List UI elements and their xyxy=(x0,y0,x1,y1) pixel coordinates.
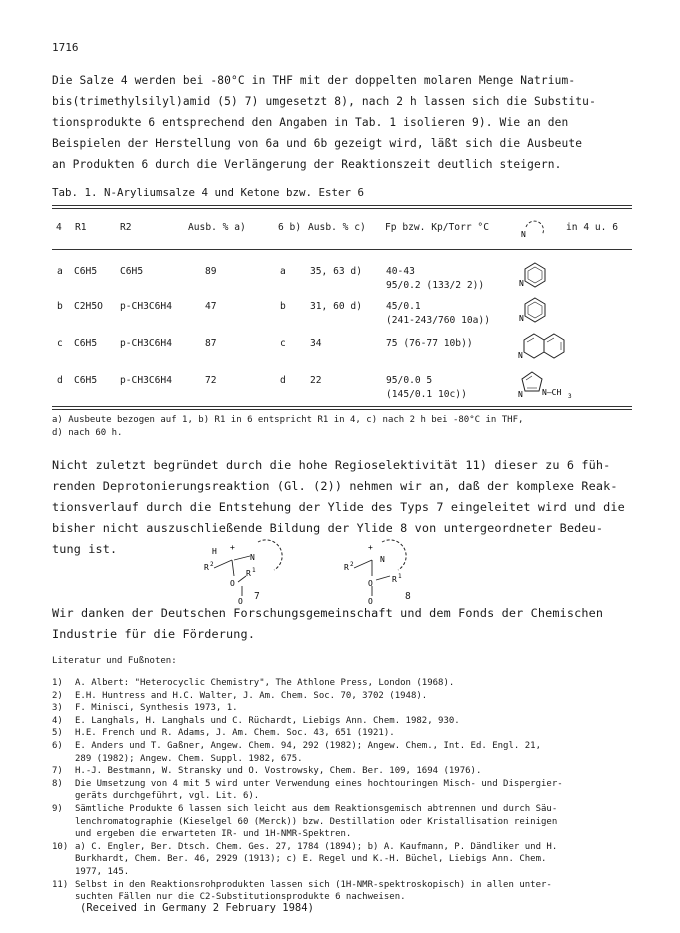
row-d-r2: p-CH3C6H4 xyxy=(120,375,172,386)
paragraph-1 xyxy=(52,70,632,175)
svg-text:N: N xyxy=(250,553,255,562)
text-line: tionsverlauf durch die Entstehung der Ylide des Typs 7 eingeleitet wird und die xyxy=(52,500,625,514)
svg-text:+: + xyxy=(368,543,373,552)
literature-item-text: A. Albert: "Heterocyclic Chemistry", The Athlone Press, London (1968). xyxy=(75,678,455,688)
table-footnote-1: a) Ausbeute bezogen auf 1, b) R1 in 6 entspricht R1 in 4, c) nach 2 h bei -80°C in THF, xyxy=(52,415,524,425)
literature-item-number: 3) xyxy=(52,703,63,714)
table-footnote-2: d) nach 60 h. xyxy=(52,428,123,438)
literature-item-text: E. Langhals, H. Langhals und C. Rüchardt, Liebigs Ann. Chem. 1982, 930. xyxy=(75,715,460,726)
svg-text:R: R xyxy=(246,569,251,578)
literature-heading: Literatur und Fußnoten: xyxy=(52,656,177,666)
table-rule-top-2 xyxy=(52,208,632,209)
row-c-r2: p-CH3C6H4 xyxy=(120,338,172,349)
literature-item-number: 1) xyxy=(52,678,63,688)
row-a-fp2: 95/0.2 (133/2 2)) xyxy=(386,280,485,291)
row-c-id6: c xyxy=(280,338,286,349)
literature-item-text: geräts durchgeführt, vgl. Lit. 6). xyxy=(75,791,260,802)
svg-text:3: 3 xyxy=(568,393,572,400)
header-compound-4: 4 xyxy=(56,222,62,233)
svg-text:N: N xyxy=(518,351,523,360)
literature-item-text: Sämtliche Produkte 6 lassen sich leicht aus dem Reaktionsgemisch abtrennen und durch Säu- xyxy=(75,804,558,814)
header-compound-6: 6 b) xyxy=(278,222,302,233)
pyridine-ring-icon xyxy=(519,260,552,294)
svg-text:N: N xyxy=(519,314,524,323)
table-caption: Tab. 1. N-Aryliumsalze 4 und Ketone bzw. Ester 6 xyxy=(52,186,365,199)
literature-item-number: 10) xyxy=(52,841,69,852)
row-b-fp2: (241-243/760 10a)) xyxy=(386,315,490,326)
svg-text:+: + xyxy=(230,543,235,552)
quinoline-ring-icon xyxy=(518,330,572,364)
row-d-id6: d xyxy=(280,375,286,386)
svg-text:R: R xyxy=(392,575,397,584)
literature-item-number: 6) xyxy=(52,741,63,751)
svg-text:N—CH: N—CH xyxy=(542,388,562,397)
row-c-id: c xyxy=(57,338,63,349)
header-yield-6: Ausb. % c) xyxy=(308,222,366,233)
row-b-id: b xyxy=(57,301,63,312)
svg-text:1: 1 xyxy=(398,573,402,580)
literature-item-text: E.H. Huntress and H.C. Walter, J. Am. Chem. Soc. 70, 3702 (1948). xyxy=(75,690,428,701)
literature-item-text: Burkhardt, Chem. Ber. 46, 2929 (1913); c) E. Regel und K.-H. Büchel, Liebigs Ann. Chem. xyxy=(75,854,547,865)
row-c-yield6: 34 xyxy=(310,338,322,349)
row-c-yield4: 87 xyxy=(205,338,217,349)
literature-item-text: lenchromatographie (Kieselgel 60 (Merck)) bzw. Destillation oder Kristallisation reinigen xyxy=(75,816,558,827)
svg-text:O: O xyxy=(368,597,373,606)
literature-item-text: 1977, 145. xyxy=(75,866,130,877)
row-c-r1: C6H5 xyxy=(74,338,98,349)
header-yield-4: Ausb. % a) xyxy=(188,222,246,233)
table-rule-bottom-2 xyxy=(52,409,632,410)
svg-text:R: R xyxy=(344,563,349,572)
svg-text:1: 1 xyxy=(252,567,256,574)
svg-text:2: 2 xyxy=(210,561,214,568)
svg-text:O: O xyxy=(230,579,235,588)
text-line: bisher nicht auszuschließende Bildung der Ylide 8 von untergeordneter Bedeu- xyxy=(52,521,604,535)
svg-text:N: N xyxy=(519,279,524,288)
row-a-yield6: 35, 63 d) xyxy=(310,266,362,277)
literature-item-text: 289 (1982); Angew. Chem. Suppl. 1982, 675. xyxy=(75,753,303,764)
row-d-fp1: 95/0.0 5 xyxy=(386,375,433,386)
ylide-structure-8 xyxy=(340,530,450,605)
row-a-id: a xyxy=(57,266,63,277)
literature-item-text: H.E. French und R. Adams, J. Am. Chem. Soc. 43, 651 (1921). xyxy=(75,728,395,739)
row-a-r1: C6H5 xyxy=(74,266,98,277)
literature-item-text: suchten Fällen nur die C2-Substitutionsprodukte 6 nachweisen. xyxy=(75,892,406,903)
text-line: Industrie für die Förderung. xyxy=(52,627,256,641)
literature-item-number: 11) xyxy=(52,879,69,890)
literature-item-text: Die Umsetzung von 4 mit 5 wird unter Verwendung eines hochtouringen Misch- und Dispergier- xyxy=(75,778,563,789)
row-a-r2: C6H5 xyxy=(120,266,144,277)
literature-item-text: Selbst in den Reaktionsrohprodukten lassen sich (1H-NMR-spektroskopisch) in allen unter- xyxy=(75,879,552,890)
literature-item-number: 9) xyxy=(52,804,63,814)
literature-item-number: 7) xyxy=(52,766,63,777)
row-b-yield4: 47 xyxy=(205,301,217,312)
literature-item-text: H.-J. Bestmann, W. Stransky und O. Vostrowsky, Chem. Ber. 109, 1694 (1976). xyxy=(75,766,482,777)
header-ring-in: in 4 u. 6 xyxy=(566,222,618,233)
svg-text:N: N xyxy=(518,390,523,399)
literature-item-number: 2) xyxy=(52,690,63,701)
svg-text:R: R xyxy=(204,563,209,572)
text-line: tionsprodukte 6 entsprechend den Angaben in Tab. 1 isolieren 9). Wie an den xyxy=(52,116,569,129)
svg-text:N: N xyxy=(380,555,385,564)
literature-item-number: 4) xyxy=(52,715,63,726)
header-r1: R1 xyxy=(75,222,87,233)
row-d-id: d xyxy=(57,375,63,386)
row-d-r1: C6H5 xyxy=(74,375,98,386)
row-d-yield4: 72 xyxy=(205,375,217,386)
n-methylimidazole-ring-icon xyxy=(520,368,600,402)
literature-item-number: 5) xyxy=(52,728,63,739)
row-a-fp1: 40-43 xyxy=(386,266,415,277)
header-heteroaryl-ring-icon xyxy=(520,213,550,243)
text-line: tung ist. xyxy=(52,542,118,556)
row-b-id6: b xyxy=(280,301,286,312)
text-line: an Produkten 6 durch die Verlängerung der Reaktionszeit deutlich steigern. xyxy=(52,158,562,171)
text-line: renden Deprotonierungsreaktion (Gl. (2)) nehmen wir an, daß der komplexe Reak- xyxy=(52,479,618,493)
row-c-fp1: 75 (76-77 10b)) xyxy=(386,338,473,349)
svg-text:N: N xyxy=(521,230,526,239)
table-rule-header xyxy=(52,249,632,250)
header-mp-bp: Fp bzw. Kp/Torr °C xyxy=(385,222,489,233)
literature-item-text: a) C. Engler, Ber. Dtsch. Chem. Ges. 27, 1784 (1894); b) A. Kaufmann, P. Dändliker und H. xyxy=(75,841,558,852)
table-rule-top xyxy=(52,205,632,206)
row-b-r2: p-CH3C6H4 xyxy=(120,301,172,312)
literature-item-text: E. Anders und T. Gaßner, Angew. Chem. 94, 292 (1982); Angew. Chem., Int. Ed. Engl. 21, xyxy=(75,741,541,751)
text-line: Beispielen der Herstellung von 6a und 6b gezeigt wird, läßt sich die Ausbeute xyxy=(52,137,583,150)
row-b-r1: C2H5O xyxy=(74,301,103,312)
literature-item-text: F. Minisci, Synthesis 1973, 1. xyxy=(75,703,238,714)
structure-label-7: 7 xyxy=(254,591,260,602)
pyridine-ring-icon xyxy=(519,295,552,329)
row-d-yield6: 22 xyxy=(310,375,322,386)
literature-item-text: und ergeben die erwarteten IR- und 1H-NMR-Spektren. xyxy=(75,829,352,840)
table-rule-bottom xyxy=(52,406,632,407)
row-b-yield6: 31, 60 d) xyxy=(310,301,362,312)
row-a-yield4: 89 xyxy=(205,266,217,277)
acknowledgement xyxy=(52,603,632,645)
structure-label-8: 8 xyxy=(405,591,411,602)
received-date: (Received in Germany 2 February 1984) xyxy=(80,902,314,914)
page-number: 1716 xyxy=(52,41,79,54)
row-b-fp1: 45/0.1 xyxy=(386,301,421,312)
text-line: Die Salze 4 werden bei -80°C in THF mit der doppelten molaren Menge Natrium- xyxy=(52,74,576,87)
row-a-id6: a xyxy=(280,266,286,277)
svg-text:O: O xyxy=(238,597,243,606)
header-r2: R2 xyxy=(120,222,132,233)
svg-text:O: O xyxy=(368,579,373,588)
row-d-fp2: (145/0.1 10c)) xyxy=(386,389,467,400)
text-line: bis(trimethylsilyl)amid (5) 7) umgesetzt 8), nach 2 h lassen sich die Substitu- xyxy=(52,95,596,108)
text-line: Wir danken der Deutschen Forschungsgemeinschaft und dem Fonds der Chemischen xyxy=(52,606,604,620)
svg-text:H: H xyxy=(212,547,217,556)
text-line: Nicht zuletzt begründet durch die hohe Regioselektivität 11) dieser zu 6 füh- xyxy=(52,458,611,472)
svg-text:2: 2 xyxy=(350,561,354,568)
literature-item-number: 8) xyxy=(52,778,63,789)
